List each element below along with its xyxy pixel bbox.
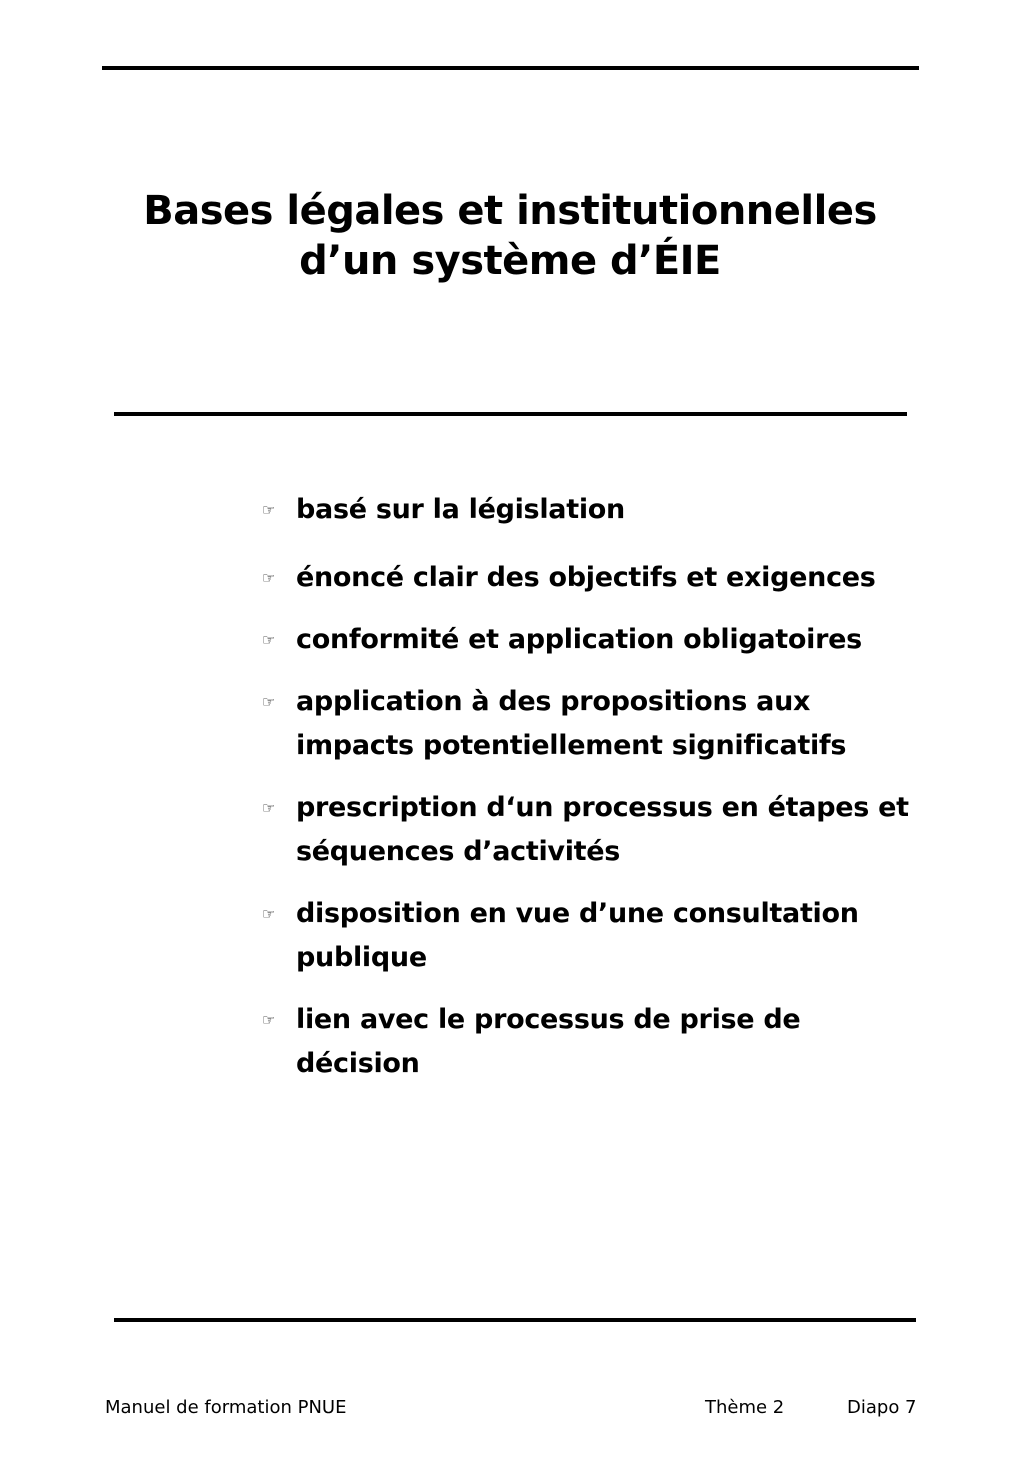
bullet-item bbox=[262, 892, 922, 980]
bullet-line: basé sur la législation bbox=[296, 494, 625, 525]
bullet-line: impacts potentiellement significatifs bbox=[296, 730, 847, 761]
bullet-line: publique bbox=[296, 942, 427, 973]
bullet-text bbox=[296, 488, 922, 532]
bullet-text bbox=[296, 680, 922, 768]
pointing-hand-icon: ☞ bbox=[262, 569, 276, 587]
bullet-item bbox=[262, 786, 922, 874]
bottom-rule bbox=[114, 1318, 916, 1322]
slide-title-line-2: d’un système d’ÉIE bbox=[299, 238, 721, 284]
pointing-hand-icon: ☞ bbox=[262, 631, 276, 649]
footer-theme-label: Thème 2 bbox=[705, 1397, 785, 1418]
bullet-text bbox=[296, 786, 922, 874]
bullet-line: disposition en vue d’une consultation bbox=[296, 898, 859, 929]
bullet-line: conformité et application obligatoires bbox=[296, 624, 862, 655]
bullet-item bbox=[262, 556, 922, 600]
bullet-text bbox=[296, 998, 922, 1086]
top-rule bbox=[102, 66, 919, 70]
bullet-line: lien avec le processus de prise de bbox=[296, 1004, 801, 1035]
bullet-line: décision bbox=[296, 1048, 420, 1079]
bullet-list bbox=[262, 488, 922, 1104]
bullet-item bbox=[262, 680, 922, 768]
footer-manual-label: Manuel de formation PNUE bbox=[105, 1397, 347, 1418]
bullet-item bbox=[262, 488, 922, 532]
pointing-hand-icon: ☞ bbox=[262, 501, 276, 519]
pointing-hand-icon: ☞ bbox=[262, 693, 276, 711]
pointing-hand-icon: ☞ bbox=[262, 905, 276, 923]
middle-rule bbox=[114, 412, 907, 416]
bullet-line: séquences d’activités bbox=[296, 836, 621, 867]
pointing-hand-icon: ☞ bbox=[262, 1011, 276, 1029]
bullet-text bbox=[296, 556, 922, 600]
slide-title-line-1: Bases légales et institutionnelles bbox=[143, 188, 877, 234]
bullet-line: prescription d‘un processus en étapes et bbox=[296, 792, 909, 823]
pointing-hand-icon: ☞ bbox=[262, 799, 276, 817]
bullet-line: application à des propositions aux bbox=[296, 686, 811, 717]
bullet-text bbox=[296, 892, 922, 980]
footer-slide-number: Diapo 7 bbox=[847, 1397, 917, 1418]
bullet-line: énoncé clair des objectifs et exigences bbox=[296, 562, 876, 593]
bullet-text bbox=[296, 618, 922, 662]
bullet-item bbox=[262, 618, 922, 662]
slide-title bbox=[100, 186, 920, 286]
bullet-item bbox=[262, 998, 922, 1086]
